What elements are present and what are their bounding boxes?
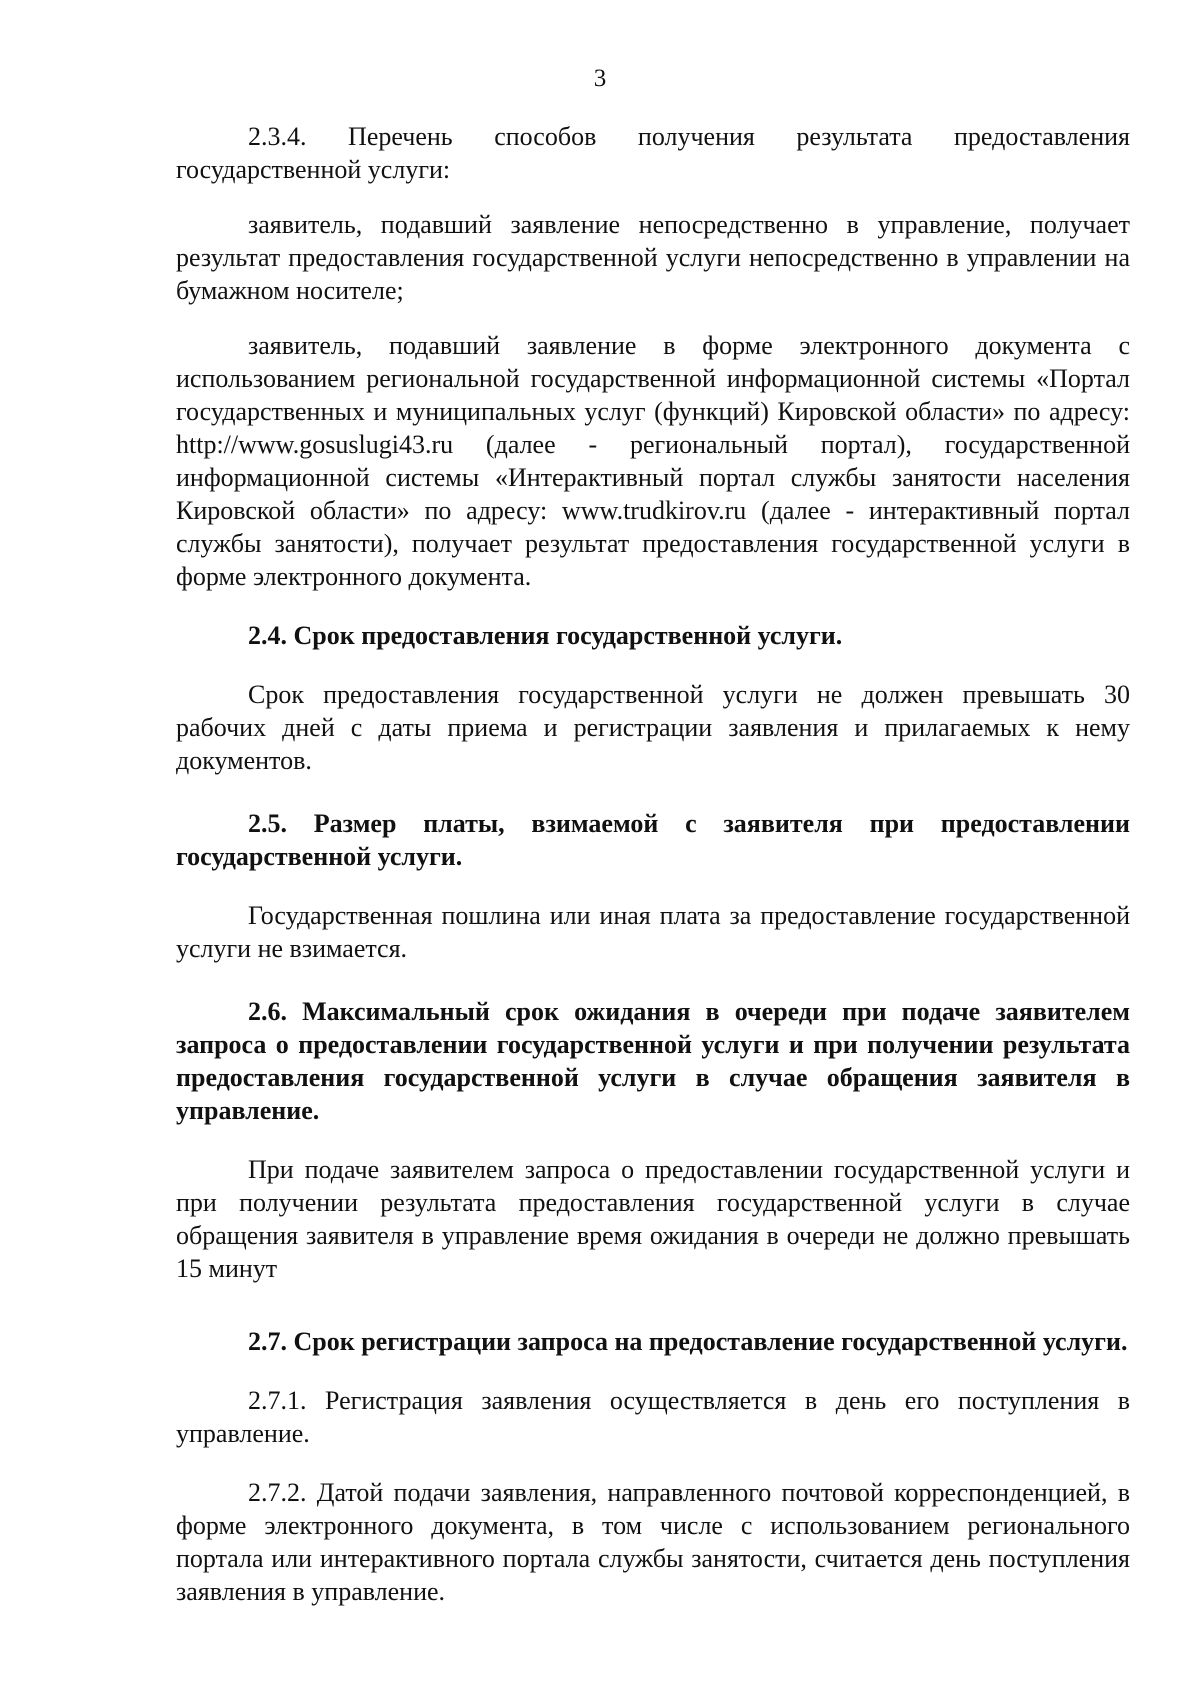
heading-2-7: 2.7. Срок регистрации запроса на предоставление государственной услуги.: [248, 1327, 1128, 1356]
heading-2-5: 2.5. Размер платы, взимаемой с заявителя при предоставлении государственной услуги.: [176, 809, 1130, 871]
paragraph-2-7-2: 2.7.2. Датой подачи заявления, направленного почтовой корреспонденцией, в форме электронного документа, в том числе с использованием регионального портала или интерактивного портала службы занятости, считается день поступления заявления в управление.: [176, 1478, 1130, 1606]
heading-2-4: 2.4. Срок предоставления государственной услуги.: [248, 621, 843, 650]
page-number: 3: [593, 65, 607, 92]
document-body: [176, 120, 1130, 1608]
paragraph-2-5: Государственная пошлина или иная плата за предоставление государственной услуги не взимается.: [176, 901, 1130, 963]
paragraph-result-paper: заявитель, подавший заявление непосредственно в управление, получает результат предоставления государственной услуги непосредственно в управлении на бумажном носителе;: [176, 210, 1130, 305]
paragraph-2-4: Срок предоставления государственной услуги не должен превышать 30 рабочих дней с даты приема и регистрации заявления и прилагаемых к нему документов.: [176, 680, 1130, 775]
paragraph-result-electronic: заявитель, подавший заявление в форме электронного документа с использованием региональной государственной информационной системы «Портал государственных и муниципальных услуг (функций) Кировской области» по адресу: http://www.gosuslugi43.ru (далее - региональный портал), государственной информационной системы «Интерактивный портал службы занятости населения Кировской области» по адресу: www.trudkirov.ru (далее - интерактивный портал службы занятости), получает результат предоставления государственной услуги в форме электронного документа.: [176, 331, 1130, 591]
heading-2-6: 2.6. Максимальный срок ожидания в очереди при подаче заявителем запроса о предоставлении государственной услуги и при получении результата предоставления государственной услуги в случае обращения заявителя в управление.: [176, 997, 1130, 1125]
paragraph-2-3-4: 2.3.4. Перечень способов получения результата предоставления государственной услуги:: [176, 122, 1130, 184]
paragraph-2-6: При подаче заявителем запроса о предоставлении государственной услуги и при получении результата предоставления государственной услуги в случае обращения заявителя в управление время ожидания в очереди не должно превышать 15 минут: [176, 1155, 1130, 1283]
paragraph-2-7-1: 2.7.1. Регистрация заявления осуществляется в день его поступления в управление.: [176, 1386, 1130, 1448]
